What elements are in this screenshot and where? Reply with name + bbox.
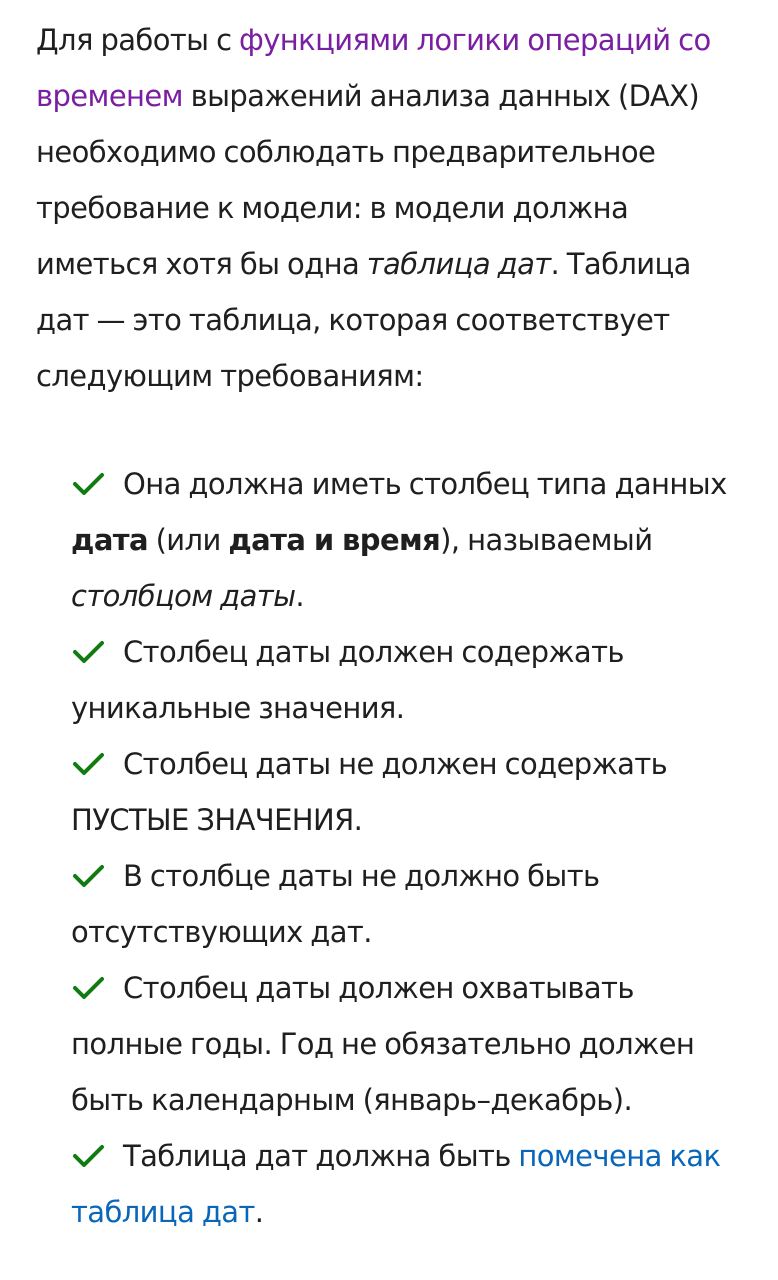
requirement-item-no-blanks: Столбец даты не должен содержать ПУСТЫЕ ЗНАЧЕНИЯ.: [71, 747, 668, 837]
requirement-item-full-years: Столбец даты должен охватывать полные годы. Год не обязательно должен быть календарным (январь–декабрь).: [71, 971, 695, 1117]
datetime-type-term: дата и время: [228, 523, 441, 557]
requirement-item-marked-as-date-table: Таблица дат должна быть помечена как таблица дат.: [71, 1139, 721, 1229]
intro-text-3: . Таблица дат — это таблица, которая соответствует следующим требованиям:: [36, 247, 691, 393]
requirement-item-unique-values: Столбец даты должен содержать уникальные значения.: [71, 635, 624, 725]
date-table-term: таблица дат: [366, 247, 551, 281]
requirement-item-date-column: Она должна иметь столбец типа данных дата (или дата и время), называемый столбцом даты.: [71, 467, 727, 613]
checkmark-icon: [71, 750, 107, 778]
intro-text-2: выражений анализа данных (DAX) необходимо соблюдать предварительное требование к модели: в модели должна иметься хотя бы одна: [36, 79, 700, 281]
date-type-term: дата: [71, 523, 148, 557]
checkmark-icon: [71, 638, 107, 666]
checkmark-icon: [71, 1142, 107, 1170]
checkmark-icon: [71, 470, 107, 498]
requirement-item-no-missing-dates: В столбце даты не должно быть отсутствующих дат.: [71, 859, 600, 949]
intro-paragraph: [36, 12, 748, 404]
checkmark-icon: [71, 974, 107, 1002]
intro-text-1: Для работы с: [36, 23, 240, 57]
requirements-list: [36, 456, 748, 1240]
checkmark-icon: [71, 862, 107, 890]
date-column-term: столбцом даты: [71, 579, 296, 613]
time-intelligence-functions-link[interactable]: функциями логики операций со временем: [36, 23, 711, 113]
mark-as-date-table-link[interactable]: помечена как таблица дат: [71, 1139, 721, 1229]
